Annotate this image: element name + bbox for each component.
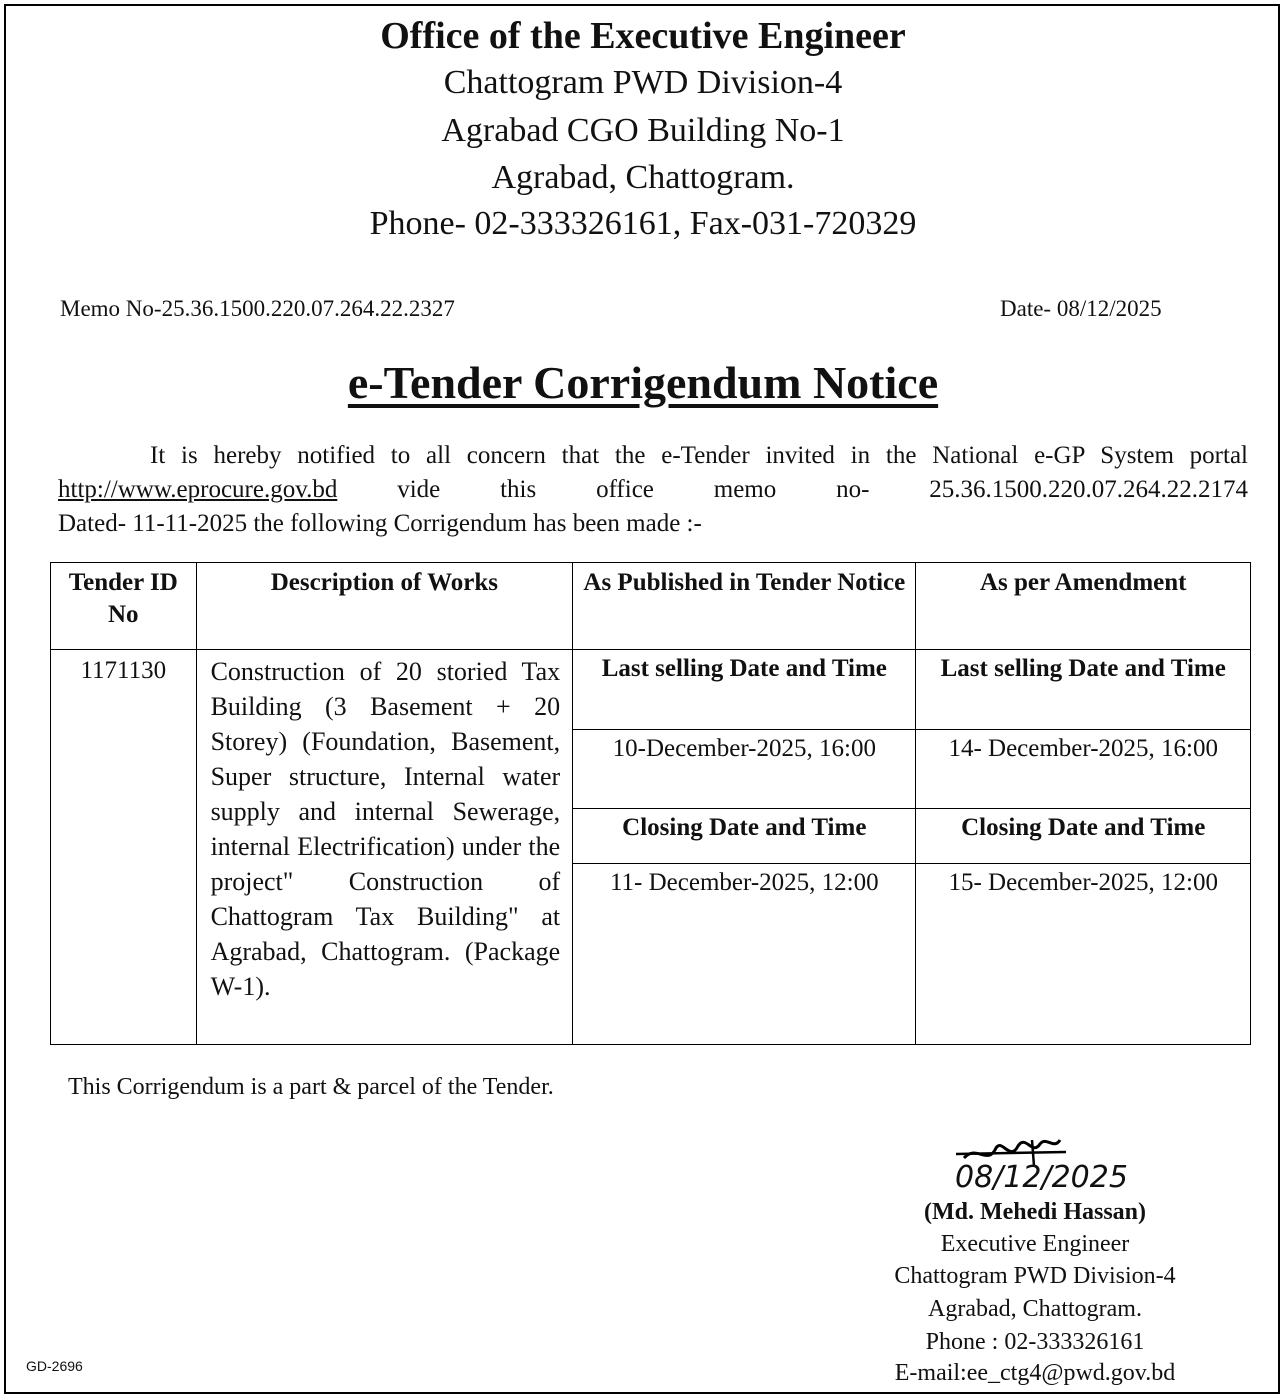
header-amendment: As per Amendment	[916, 563, 1251, 650]
memo-number: Memo No-25.36.1500.220.07.264.22.2327	[60, 296, 455, 321]
closing-label-amendment: Closing Date and Time	[916, 809, 1251, 864]
portal-link[interactable]: http://www.eprocure.gov.bd	[58, 476, 338, 503]
header-tender-id: Tender ID No	[51, 563, 197, 650]
selling-amendment-value: 14- December-2025, 16:00	[916, 730, 1251, 809]
closing-published-value: 11- December-2025, 12:00	[573, 864, 916, 1045]
signatory-office: Chattogram PWD Division-4	[894, 1263, 1176, 1289]
notice-title: e-Tender Corrigendum Notice	[347, 357, 939, 408]
closing-label-published: Closing Date and Time	[573, 809, 916, 864]
selling-published-value: 10-December-2025, 16:00	[573, 730, 916, 809]
address-line-phone-fax: Phone- 02-333326161, Fax-031-720329	[369, 205, 917, 242]
address-line-building: Agrabad CGO Building No-1	[441, 112, 845, 149]
address-line-division: Chattogram PWD Division-4	[443, 64, 843, 101]
description-cell: Construction of 20 storied Tax Building (3 Basement + 20 Storey) (Foundation, Basement, Super structure, Internal water supply and internal Sewerage, internal Electrification) under the project" Construction of Chattogram Tax Building" at Agrabad, Chattogram. (Package W-1).	[196, 650, 573, 1045]
table-row	[51, 650, 1251, 730]
signatory-email: E-mail:ee_ctg4@pwd.gov.bd	[894, 1360, 1176, 1386]
notice-paragraph-line3: Dated- 11-11-2025 the following Corrigendum has been made :-	[58, 510, 702, 537]
footer-note: This Corrigendum is a part & parcel of the Tender.	[68, 1074, 554, 1100]
header-description: Description of Works	[196, 563, 573, 650]
corrigendum-table	[50, 562, 1251, 1045]
header-published: As Published in Tender Notice	[573, 563, 916, 650]
table-header-row	[51, 563, 1251, 650]
signatory-name: (Md. Mehedi Hassan)	[924, 1199, 1146, 1225]
signatory-designation: Executive Engineer	[940, 1231, 1130, 1257]
selling-label-published: Last selling Date and Time	[573, 650, 916, 730]
tender-id-cell: 1171130	[51, 650, 197, 1045]
document-code: GD-2696	[26, 1358, 83, 1374]
signatory-location: Agrabad, Chattogram.	[928, 1296, 1142, 1322]
office-title: Office of the Executive Engineer	[380, 15, 906, 57]
address-line-city: Agrabad, Chattogram.	[491, 159, 795, 196]
signatory-phone: Phone : 02-333326161	[925, 1329, 1145, 1355]
signature-date: 08/12/2025	[955, 1160, 1128, 1195]
notice-paragraph-line1: It is hereby notified to all concern that the e-Tender invited in the National e-GP System portal	[150, 442, 1248, 469]
notice-paragraph-line2	[58, 473, 1248, 507]
memo-reference: vide this office memo no- 25.36.1500.220.07.264.22.2174	[397, 476, 1249, 503]
selling-label-amendment: Last selling Date and Time	[916, 650, 1251, 730]
closing-amendment-value: 15- December-2025, 12:00	[916, 864, 1251, 1045]
memo-date: Date- 08/12/2025	[1000, 296, 1162, 321]
